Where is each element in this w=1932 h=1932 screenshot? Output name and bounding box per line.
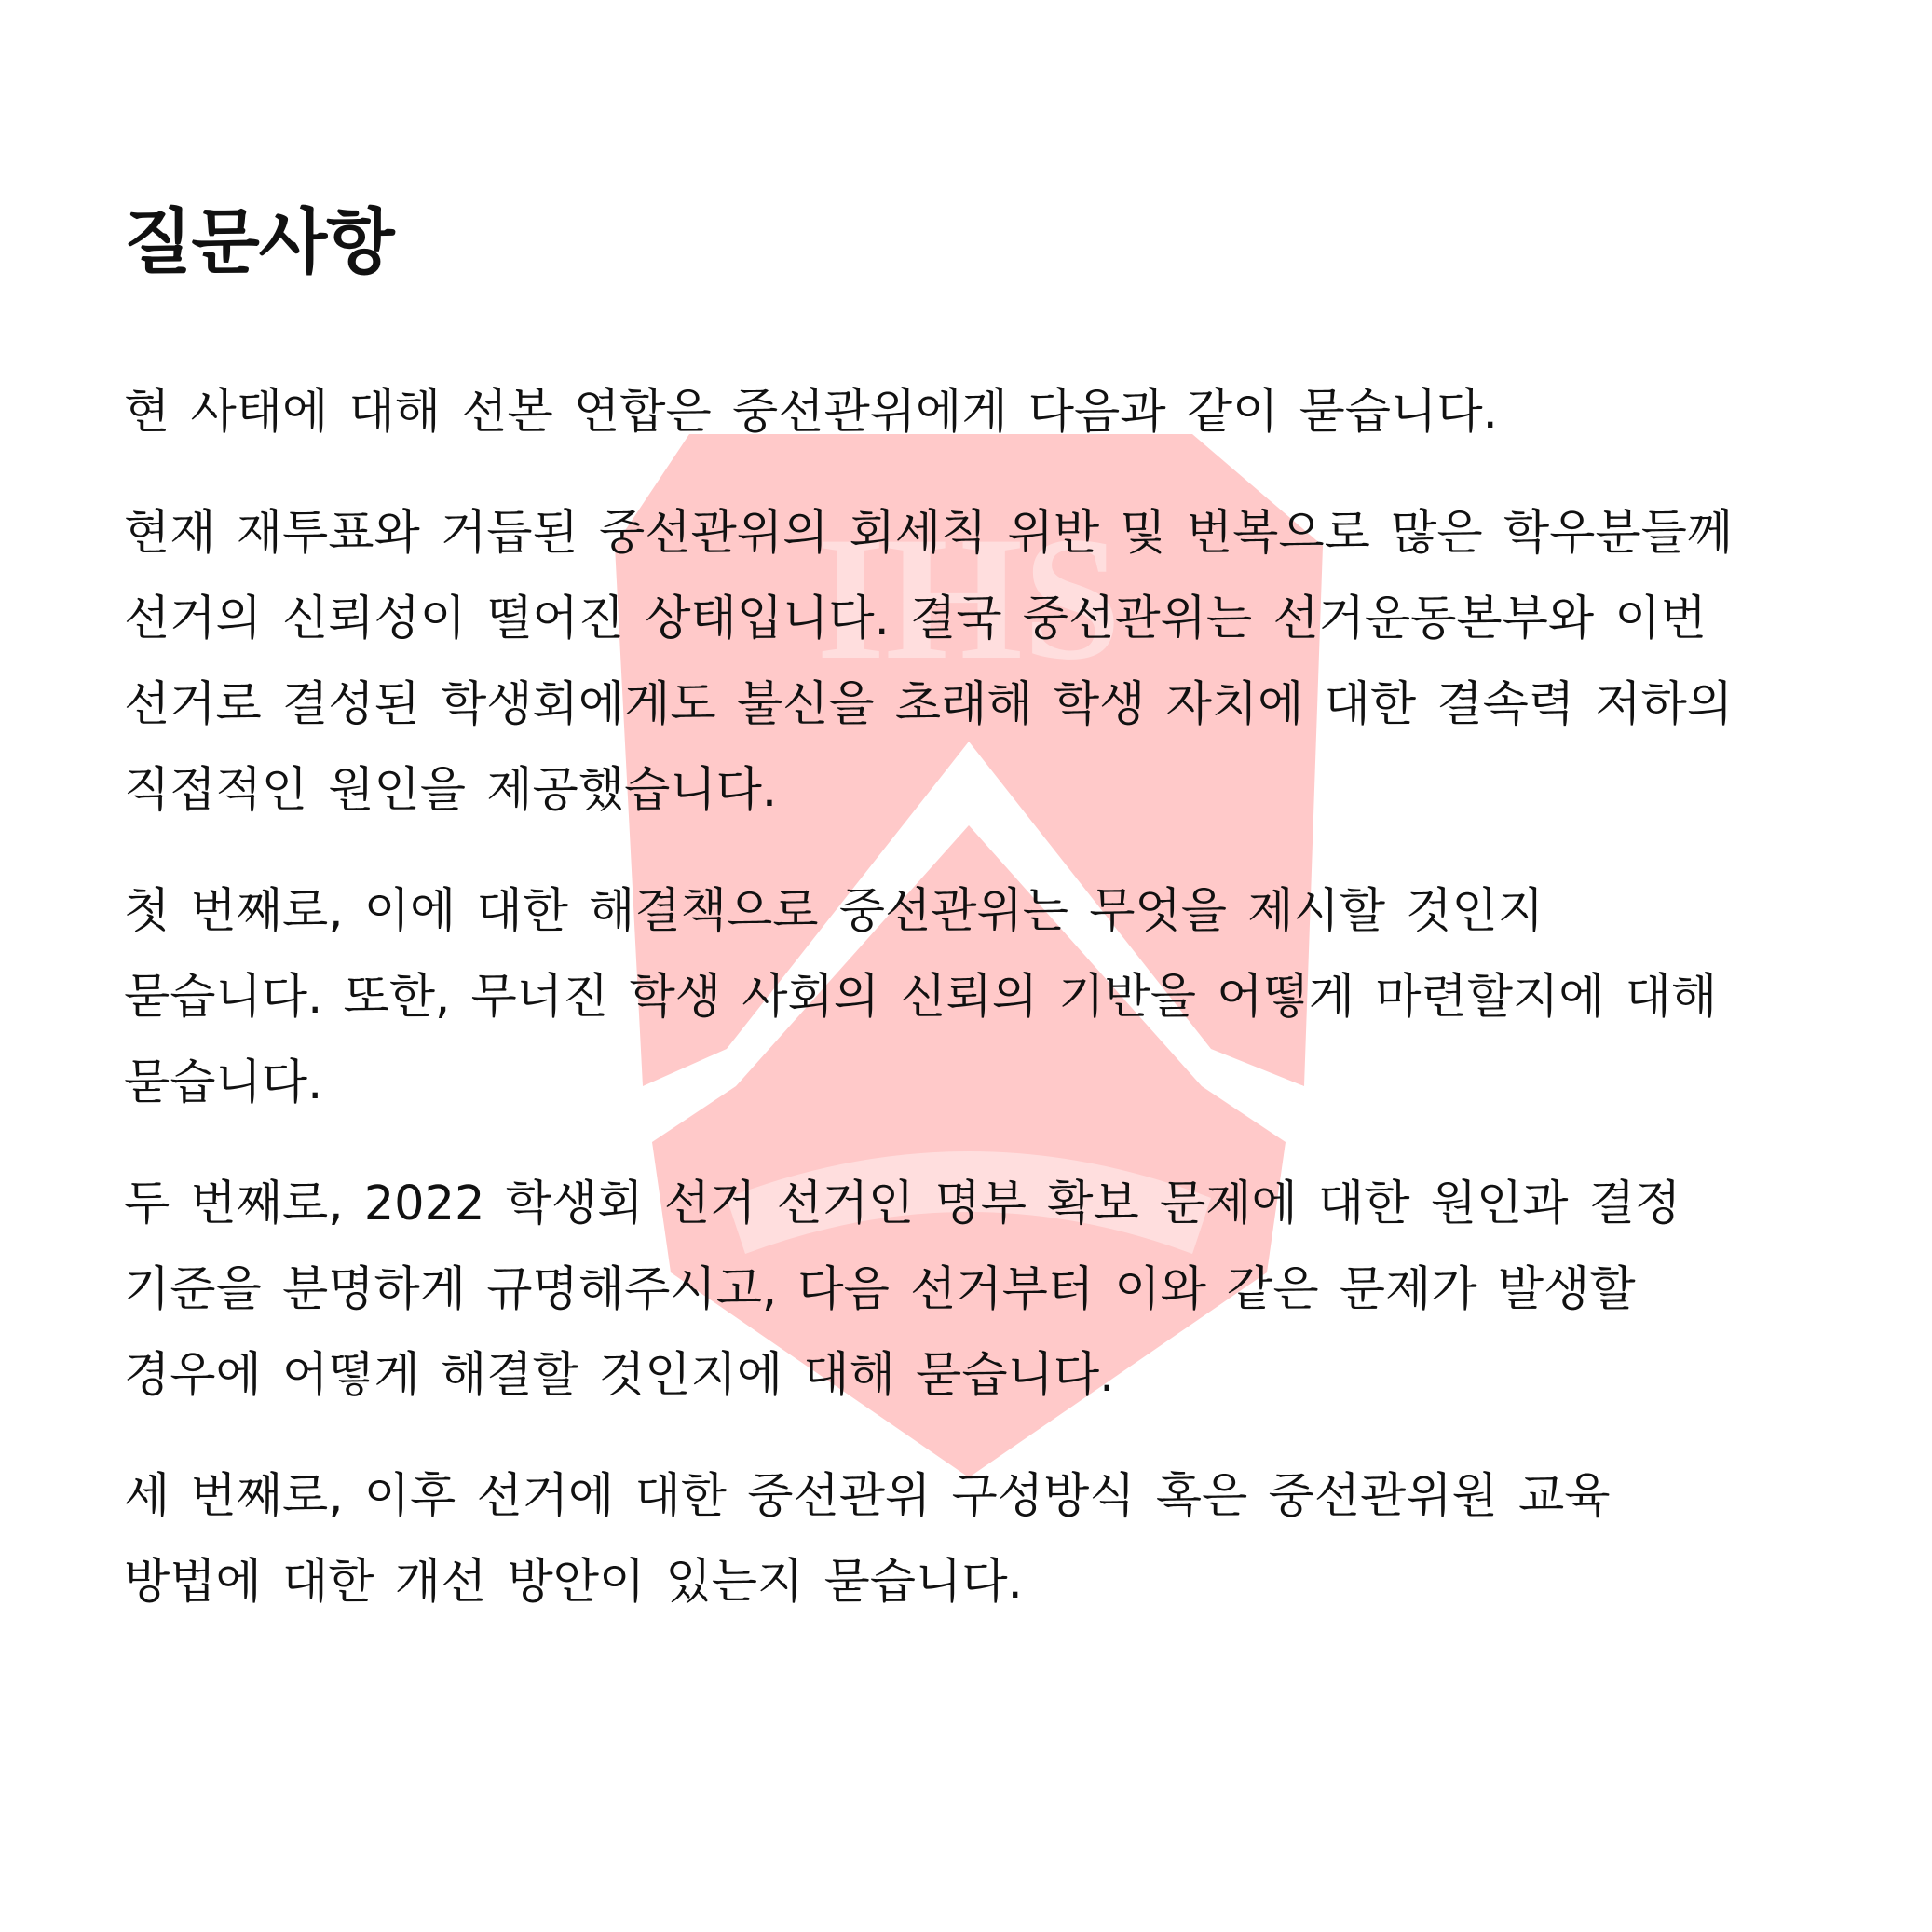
page-title: 질문사항 — [124, 200, 394, 283]
paragraph-intro: 현 사태에 대해 선본 연합은 중선관위에게 다음과 같이 묻습니다. — [124, 385, 1498, 440]
paragraph-question-2: 두 번째로, 2022 학생회 선거 선거인 명부 확보 문제에 대한 원인과 결정 기준을 분명하게 규명해주시고, 다음 선거부터 이와 같은 문제가 발생할 경우에 어떻게 해결할 것인지에 대해 묻습니다. — [124, 1177, 1681, 1403]
paragraph-question-3: 세 번째로, 이후 선거에 대한 중선관위 구성방식 혹은 중선관위원 교육 방법에 대한 개선 방안이 있는지 묻습니다. — [124, 1469, 1611, 1610]
document-body — [124, 191, 1819, 1661]
paragraph-question-1: 첫 번째로, 이에 대한 해결책으로 중선관위는 무엇을 제시할 것인지 묻습니다. 또한, 무너진 학생 사회의 신뢰의 기반을 어떻게 마련할지에 대해 묻습니다. — [124, 884, 1718, 1110]
watermark-letters: IHS — [816, 501, 1122, 697]
paragraph-background: 현재 재투표와 거듭된 중선관위의 회세칙 위반 및 번복으로 많은 학우분들께 선거의 신뢰성이 떨어진 상태입니다. 결국 중선관위는 선거운동본부와 이번 선거로 결성된 학생회에게도 불신을 초래해 학생 자치에 대한 결속력 저하의 직접적인 원인을 제공했습니다. — [124, 506, 1734, 818]
